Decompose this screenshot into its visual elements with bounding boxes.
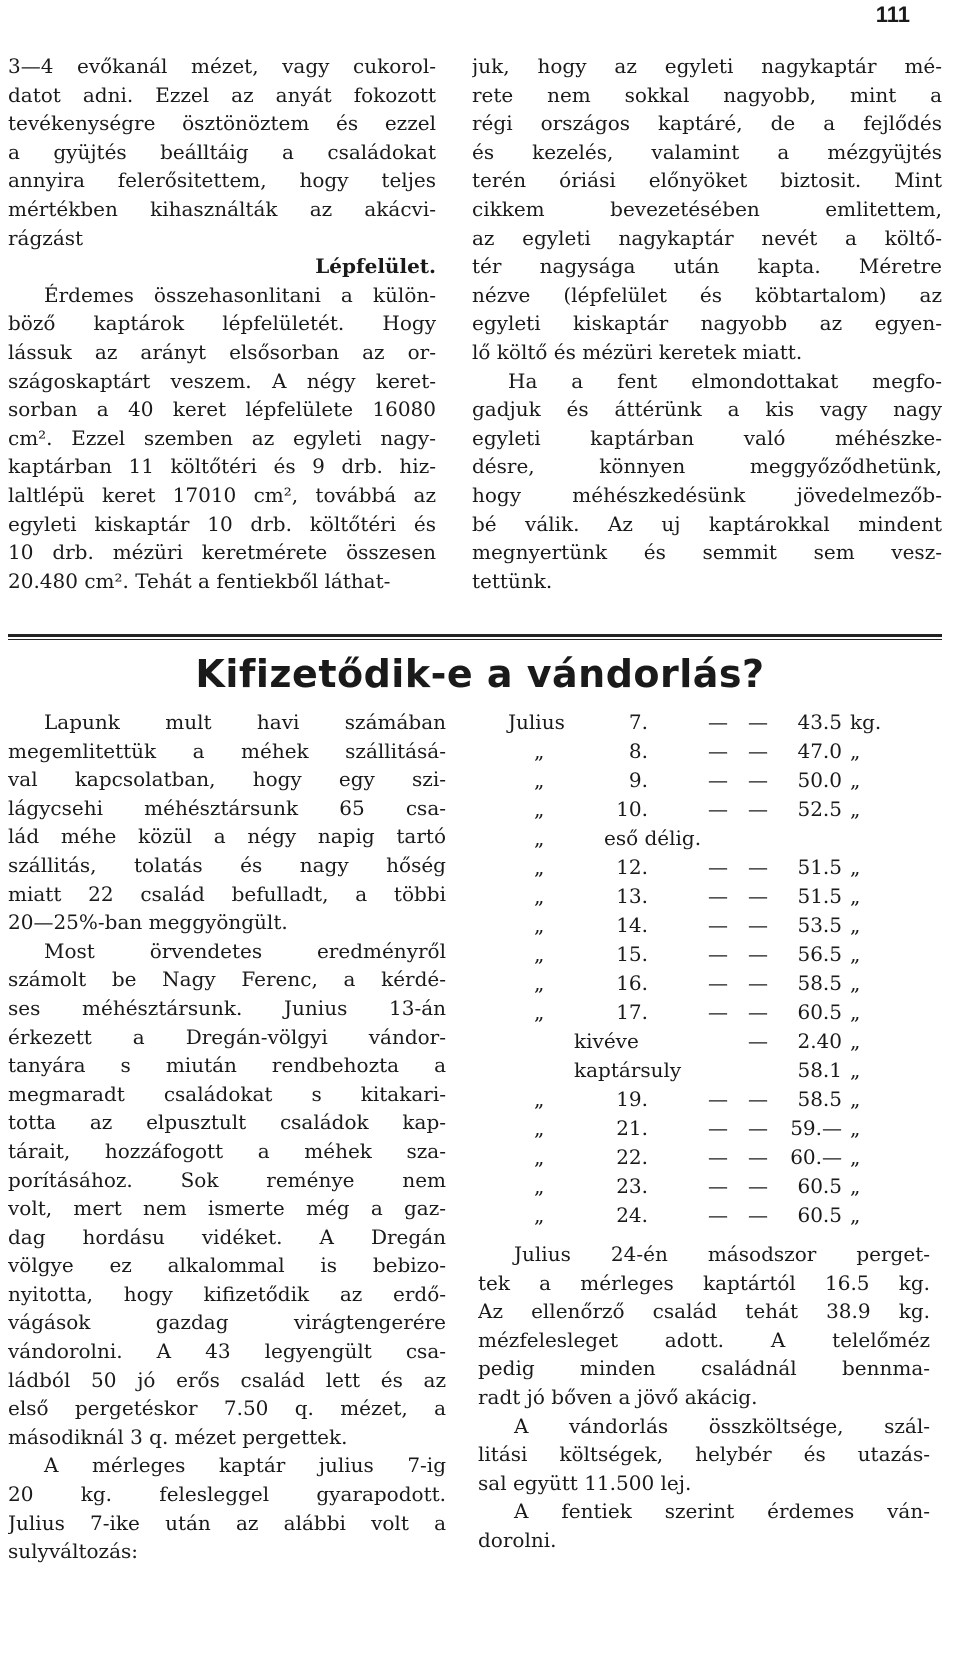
value-cell: 60.5: [797, 1203, 842, 1227]
unit-cell: „: [850, 855, 861, 879]
text-line: cikkem bevezetésében emlitettem,: [472, 196, 942, 221]
text-line: lő költő és mézüri keretek miatt.: [472, 339, 803, 364]
dash-cell: —: [748, 855, 768, 879]
table-row: [478, 1085, 930, 1114]
month-cell: „: [534, 1116, 545, 1140]
value-cell: 58.5: [797, 1087, 842, 1111]
text-line: gadjuk és áttérünk a kis vagy nagy: [472, 397, 942, 422]
day-cell: 7.: [628, 710, 648, 734]
text-line: megmaradt családokat s kitakari-: [8, 1081, 446, 1106]
text-line: megemlitettük a méhek szállitásá-: [8, 738, 446, 763]
text-line: kaptárban 11 költőtéri és 9 drb. hiz-: [8, 454, 436, 479]
paragraph: [8, 708, 446, 937]
dash-cell: —: [708, 971, 728, 995]
paragraph: [472, 367, 942, 596]
text-line: annyira felerősitettem, hogy teljes: [8, 168, 436, 193]
text-line: Érdemes összehasonlitani a külön-: [44, 282, 436, 307]
table-row: [478, 1172, 930, 1201]
dash-cell: —: [708, 1174, 728, 1198]
table-row: [478, 766, 930, 795]
section-heading: Lépfelület.: [315, 254, 436, 279]
dash-cell: —: [748, 1029, 768, 1053]
dash-cell: —: [708, 768, 728, 792]
text-line: nyitotta, hogy kifizetődik az erdő-: [8, 1281, 446, 1306]
text-line: lád méhe közül a négy napig tartó: [8, 824, 446, 849]
text-line: rágzást: [8, 225, 84, 250]
text-line: Az ellenőrző család tehát 38.9 kg.: [478, 1299, 930, 1324]
day-cell: eső délig.: [604, 826, 702, 850]
text-line: Julius 7-ike után az alábbi volt a: [8, 1510, 446, 1535]
text-line: 20—25%-ban meggyöngült.: [8, 910, 288, 935]
table-row: [478, 853, 930, 882]
dash-cell: —: [748, 797, 768, 821]
text-line: szágoskaptárt veszem. A négy keret-: [8, 368, 436, 393]
paragraph: [478, 1412, 930, 1498]
unit-cell: „: [850, 1145, 861, 1169]
value-cell: 52.5: [797, 797, 842, 821]
dash-cell: —: [708, 1116, 728, 1140]
text-line: hogy méhészkedésünk jövedelmezőb-: [472, 482, 942, 507]
unit-cell: „: [850, 1029, 861, 1053]
text-line: vándorolni. A 43 legyengült csa-: [8, 1339, 446, 1364]
day-cell: 16.: [616, 971, 648, 995]
text-line: litási költségek, helybér és utazás-: [478, 1442, 930, 1467]
day-cell: 9.: [628, 768, 648, 792]
divider-rule: [8, 634, 942, 637]
dash-cell: —: [748, 1087, 768, 1111]
text-line: régi országos kaptáré, de a fejlődés: [472, 111, 942, 136]
value-cell: 60.5: [797, 1174, 842, 1198]
value-cell: 43.5: [797, 710, 842, 734]
text-line: dorolni.: [478, 1527, 557, 1552]
month-cell: „: [534, 942, 545, 966]
page-number: 111: [875, 2, 910, 27]
dash-cell: —: [708, 855, 728, 879]
text-line: tárait, hozzáfogott a méhek sza-: [8, 1138, 446, 1163]
dash-cell: —: [748, 739, 768, 763]
article-headline: Kifizetődik-e a vándorlás?: [195, 652, 765, 696]
text-line: volt, mert nem ismerte még a gaz-: [8, 1196, 446, 1221]
paragraph: [8, 52, 436, 252]
unit-cell: „: [850, 913, 861, 937]
month-cell: „: [534, 855, 545, 879]
dash-cell: —: [748, 710, 768, 734]
table-row: [478, 998, 930, 1027]
text-line: Ha a fent elmondottakat megfo-: [508, 368, 942, 393]
text-line: radt jó bőven a jövő akácig.: [478, 1384, 758, 1409]
dash-cell: —: [708, 797, 728, 821]
table-row: [478, 882, 930, 911]
dash-cell: —: [748, 1145, 768, 1169]
unit-cell: „: [850, 1087, 861, 1111]
day-cell: 15.: [616, 942, 648, 966]
dash-cell: —: [748, 884, 768, 908]
table-row: [478, 1201, 930, 1230]
bottom-left-column: [8, 708, 446, 1566]
dash-cell: —: [708, 1087, 728, 1111]
text-line: és kezelés, valamint a mézgyüjtés: [472, 139, 942, 164]
unit-cell: „: [850, 971, 861, 995]
dash-cell: —: [748, 768, 768, 792]
paragraph: [8, 281, 436, 596]
text-line: val kapcsolatban, hogy egy szi-: [8, 767, 446, 792]
table-row: [478, 1143, 930, 1172]
dash-cell: —: [708, 739, 728, 763]
text-line: cm². Ezzel szemben az egyleti nagy-: [8, 425, 436, 450]
month-cell: „: [534, 913, 545, 937]
day-cell: 23.: [616, 1174, 648, 1198]
value-cell: 2.40: [797, 1029, 842, 1053]
day-cell: 17.: [616, 1000, 648, 1024]
value-cell: 59.—: [790, 1116, 842, 1140]
dash-cell: —: [708, 942, 728, 966]
month-cell: „: [534, 768, 545, 792]
text-line: megnyertünk és semmit sem vesz-: [472, 540, 942, 565]
text-line: egyleti kaptárban való méhészke-: [472, 425, 942, 450]
text-line: bé válik. Az uj kaptárokkal mindent: [472, 511, 942, 536]
value-cell: 58.1: [797, 1058, 842, 1082]
table-row: [478, 708, 930, 737]
text-line: mézfelesleget adott. A telelőméz: [478, 1327, 930, 1352]
text-line: 20 kg. felesleggel gyarapodott.: [8, 1482, 446, 1507]
day-cell: kivéve: [574, 1029, 639, 1053]
dash-cell: —: [748, 942, 768, 966]
text-line: 20.480 cm². Tehát a fentiekből láthat-: [8, 568, 391, 593]
month-cell: „: [534, 739, 545, 763]
text-line: érkezett a Dregán-völgyi vándor-: [8, 1024, 446, 1049]
month-cell: „: [534, 826, 545, 850]
weight-table: [478, 708, 930, 1230]
text-line: másodiknál 3 q. mézet pergettek.: [8, 1424, 348, 1449]
text-line: désre, könnyen meggyőződhetünk,: [472, 454, 942, 479]
text-line: egyleti kiskaptár nagyobb az egyen-: [472, 311, 942, 336]
month-cell: „: [534, 1000, 545, 1024]
text-line: tettünk.: [472, 568, 553, 593]
value-cell: 60.—: [790, 1145, 842, 1169]
dash-cell: —: [708, 1145, 728, 1169]
text-line: totta az elpusztult családok kap-: [8, 1110, 446, 1135]
paragraph: [8, 937, 446, 1452]
text-line: sal együtt 11.500 lej.: [478, 1470, 692, 1495]
text-line: vágások gazdag virágtengerére: [8, 1310, 446, 1335]
text-line: dag hordásu vidéket. A Dregán: [8, 1224, 446, 1249]
day-cell: 10.: [616, 797, 648, 821]
unit-cell: „: [850, 1000, 861, 1024]
unit-cell: „: [850, 797, 861, 821]
value-cell: 50.0: [797, 768, 842, 792]
dash-cell: —: [748, 1000, 768, 1024]
value-cell: 56.5: [797, 942, 842, 966]
text-line: szállitás, tolatás és nagy hőség: [8, 852, 446, 877]
text-line: első pergetéskor 7.50 q. mézet, a: [8, 1396, 446, 1421]
value-cell: 51.5: [797, 884, 842, 908]
table-row: [478, 795, 930, 824]
text-line: juk, hogy az egyleti nagykaptár mé-: [472, 54, 942, 78]
unit-cell: „: [850, 1174, 861, 1198]
text-line: tér nagysága után kapta. Méretre: [472, 254, 942, 279]
dash-cell: —: [748, 1203, 768, 1227]
table-row: [478, 1027, 930, 1056]
text-line: porításához. Sok reménye nem: [8, 1167, 446, 1192]
unit-cell: kg.: [850, 710, 882, 734]
dash-cell: —: [708, 710, 728, 734]
unit-cell: „: [850, 1203, 861, 1227]
text-line: a gyüjtés beálltáig a családokat: [8, 139, 436, 164]
day-cell: 19.: [616, 1087, 648, 1111]
dash-cell: —: [708, 1000, 728, 1024]
text-line: rete nem sokkal nagyobb, mint a: [472, 82, 942, 107]
text-line: Most örvendetes eredményről: [44, 938, 446, 963]
text-line: tanyára s miután rendbehozta a: [8, 1053, 446, 1078]
month-cell: „: [534, 971, 545, 995]
month-cell: Julius: [508, 710, 565, 734]
month-cell: „: [534, 1087, 545, 1111]
table-row: [478, 969, 930, 998]
dash-cell: —: [708, 913, 728, 937]
paragraph: [478, 1497, 930, 1554]
unit-cell: „: [850, 739, 861, 763]
unit-cell: „: [850, 768, 861, 792]
text-line: datot adni. Ezzel az anyát fokozott: [8, 82, 436, 107]
day-cell: 21.: [616, 1116, 648, 1140]
day-cell: 8.: [628, 739, 648, 763]
text-line: sorban a 40 keret lépfelülete 16080: [8, 397, 436, 422]
value-cell: 51.5: [797, 855, 842, 879]
day-cell: kaptársuly: [574, 1058, 682, 1082]
paragraph: [8, 1451, 446, 1565]
month-cell: „: [534, 1145, 545, 1169]
text-line: A mérleges kaptár julius 7-ig: [44, 1453, 446, 1478]
text-line: ládból 50 jó erős család lett és az: [8, 1367, 446, 1392]
unit-cell: „: [850, 942, 861, 966]
paragraph: [472, 52, 942, 367]
table-row: [478, 737, 930, 766]
unit-cell: „: [850, 884, 861, 908]
unit-cell: „: [850, 1116, 861, 1140]
day-cell: 12.: [616, 855, 648, 879]
text-line: tek a mérleges kaptártól 16.5 kg.: [478, 1270, 930, 1295]
text-line: 10 drb. mézüri keretmérete összesen: [8, 540, 436, 565]
unit-cell: „: [850, 1058, 861, 1082]
day-cell: 14.: [616, 913, 648, 937]
dash-cell: —: [748, 913, 768, 937]
text-line: laltlépü keret 17010 cm², továbbá az: [8, 482, 436, 507]
top-left-column: [8, 52, 436, 595]
dash-cell: —: [708, 884, 728, 908]
dash-cell: —: [708, 1203, 728, 1227]
text-line: Julius 24-én másodszor perget-: [514, 1242, 930, 1266]
text-line: miatt 22 család befulladt, a többi: [8, 881, 446, 906]
text-line: 3—4 evőkanál mézet, vagy cukorol-: [8, 54, 436, 78]
text-line: A vándorlás összköltsége, szál-: [514, 1413, 930, 1438]
text-line: terén óriási előnyöket biztosit. Mint: [472, 168, 942, 193]
dash-cell: —: [748, 971, 768, 995]
month-cell: „: [534, 1174, 545, 1198]
value-cell: 60.5: [797, 1000, 842, 1024]
text-line: pedig minden családnál bennma-: [478, 1356, 930, 1381]
text-line: A fentiek szerint érdemes ván-: [514, 1499, 930, 1524]
text-line: böző kaptárok lépfelületét. Hogy: [8, 311, 436, 336]
day-cell: 13.: [616, 884, 648, 908]
value-cell: 58.5: [797, 971, 842, 995]
table-row: [478, 1056, 930, 1085]
text-line: völgye ez alkalommal is bebizo-: [8, 1253, 446, 1278]
text-line: Lapunk mult havi számában: [44, 710, 446, 734]
table-row: [478, 940, 930, 969]
value-cell: 47.0: [797, 739, 842, 763]
paragraph: [478, 1240, 930, 1412]
month-cell: „: [534, 884, 545, 908]
text-line: sulyváltozás:: [8, 1539, 138, 1564]
dash-cell: —: [748, 1174, 768, 1198]
text-line: lássuk az arányt elsősorban az or-: [8, 339, 436, 364]
divider-rule-thin: [8, 639, 942, 640]
value-cell: 53.5: [797, 913, 842, 937]
text-line: tevékenységre ösztönöztem és ezzel: [8, 111, 436, 136]
text-line: az egyleti nagykaptár nevét a költő-: [472, 225, 942, 250]
day-cell: 22.: [616, 1145, 648, 1169]
bottom-right-column: [478, 708, 930, 1555]
text-line: egyleti kiskaptár 10 drb. költőtéri és: [8, 511, 436, 536]
table-row: [478, 824, 930, 853]
table-row: [478, 1114, 930, 1143]
table-row: [478, 911, 930, 940]
month-cell: „: [534, 1203, 545, 1227]
text-line: nézve (lépfelület és köbtartalom) az: [472, 282, 942, 307]
text-line: mértékben kihasználták az akácvi-: [8, 196, 436, 221]
day-cell: 24.: [616, 1203, 648, 1227]
text-line: számolt be Nagy Ferenc, a kérdé-: [8, 967, 446, 992]
text-line: ses méhésztársunk. Junius 13-án: [8, 995, 446, 1020]
dash-cell: —: [748, 1116, 768, 1140]
top-right-column: [472, 52, 942, 595]
text-line: lágycsehi méhésztársunk 65 csa-: [8, 795, 446, 820]
month-cell: „: [534, 797, 545, 821]
